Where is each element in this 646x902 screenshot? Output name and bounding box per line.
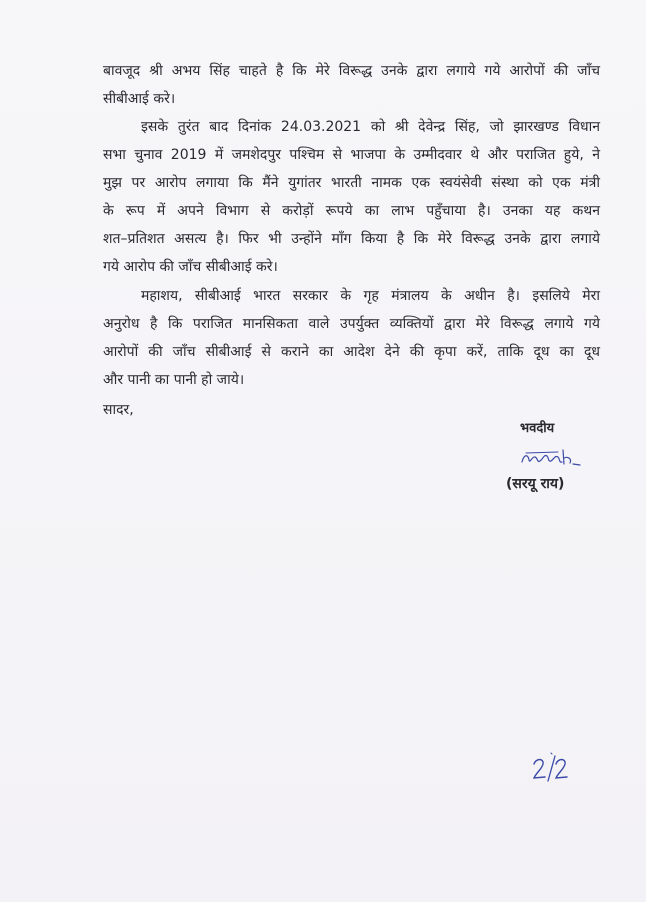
sender-name: (सरयू राय) [506,476,565,492]
handwritten-page-number [528,752,576,784]
text-line: और पानी का पानी हो जाये। [103,372,245,388]
text-line: सभा चुनाव 2019 में जमशेदपुर पश्चिम से भाजपा के उम्मीदवार थे और पराजित हुये, ने [103,147,600,163]
text-line: सीबीआई करे। [103,91,176,107]
closing-text: भवदीय [520,421,555,436]
paragraph-request [103,282,600,394]
text-line: महाशय, सीबीआई भारत सरकार के गृह मंत्रालय के अधीन है। इसलिये मेरा [141,288,600,304]
paragraph-allegation [103,113,600,281]
text-line: के रूप में अपने विभाग से करोड़ों रूपये का लाभ पहुँचाया है। उनका यह कथन [103,203,600,219]
text-line: अनुरोध है कि पराजित मानसिकता वाले उपर्युक्त व्यक्तियों द्वारा मेरे विरूद्ध लगाये गये [103,316,600,332]
text-line: इसके तुरंत बाद दिनांक 24.03.2021 को श्री देवेन्द्र सिंह, जो झारखण्ड विधान [141,119,600,135]
text-line: आरोपों की जाँच सीबीआई से कराने का आदेश देने की कृपा करें, ताकि दूध का दूध [103,344,600,360]
text-line: गये आरोप की जाँच सीबीआई करे। [103,259,278,275]
text-line: मुझ पर आरोप लगाया कि मैंने युगांतर भारती नामक एक स्वयंसेवी संस्था को एक मंत्री [103,175,600,191]
text-line: शत–प्रतिशत असत्य है। फिर भी उन्होंने माँग किया है कि मेरे विरूद्ध उनके द्वारा लगाये [103,231,600,247]
salutation: सादर, [103,402,134,418]
paragraph-continuation [103,57,600,113]
handwritten-signature [518,444,584,470]
text-line: बावजूद श्री अभय सिंह चाहते है कि मेरे विरूद्ध उनके द्वारा लगाये गये आरोपों की जाँच [103,63,600,79]
